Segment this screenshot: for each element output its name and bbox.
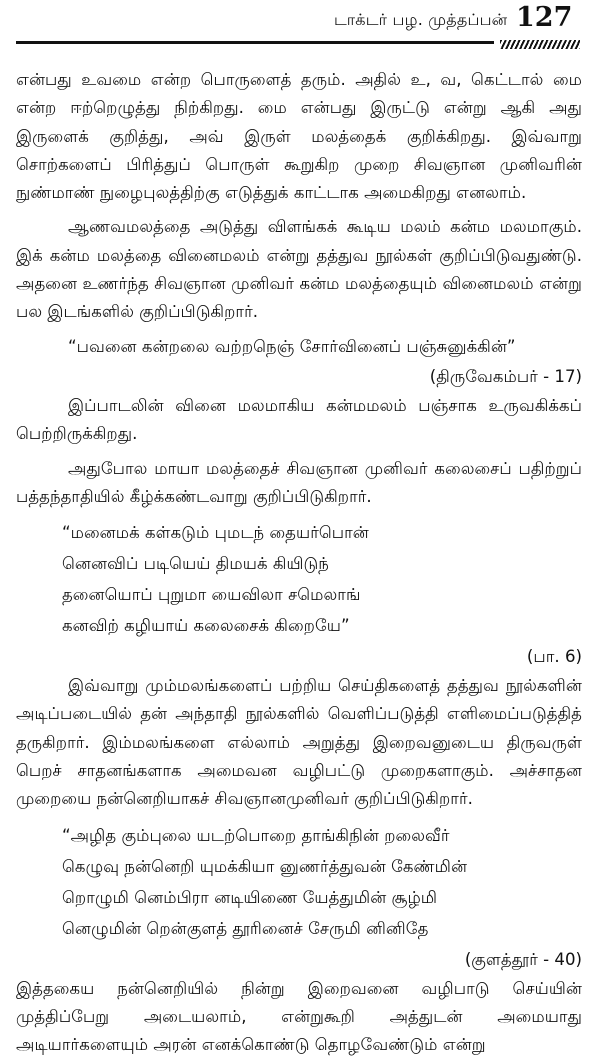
running-title: டாக்டர் பழ. முத்தப்பன் [334, 10, 508, 29]
paragraph-4: அதுபோல மாயா மலத்தைச் சிவஞான முனிவர் கலைசைப் பதிற்றுப் பத்தந்தாதியில் கீழ்க்கண்டவாறு குறிப்பிடுகிறார். [16, 458, 582, 506]
paragraph-2: ஆணவமலத்தை அடுத்து விளங்கக் கூடிய மலம் கன்ம மலமாகும். இக் கன்ம மலத்தை வினைமலம் என்று தத்துவ நூல்கள் குறிப்பிடுவதுண்டு. அதனை உணர்ந்த சிவஞான முனிவர் கன்ம மலத்தையும் வினைமலம் என்று பல இடங்களில் குறிப்பிடுகிறார். [16, 217, 582, 322]
verse-line: றொழுமி னெம்பிரா னடியிணை யேத்துமின் சூழ்மி [62, 887, 438, 907]
quote-line-1: “பவனை கன்றலை வற்றநெஞ் சோர்வினைப் பஞ்சுனுக்கின்” [68, 336, 516, 356]
paragraph-6: இத்தகைய நன்னெறியில் நின்று இறைவனை வழிபாடு செய்யின் முத்திப்பேறு அடையலாம், என்றுகூறி அத்துடன் அமையாது அடியார்களையும் அரன் எனக்கொண்டு தொழவேண்டும் என்று [16, 978, 582, 1055]
verse-block-1 [16, 517, 582, 641]
header-hatch-ornament [500, 40, 580, 49]
page-number: 127 [516, 2, 573, 33]
paragraph-5: இவ்வாறு மும்மலங்களைப் பற்றிய செய்திகளைத் தத்துவ நூல்களின் அடிப்படையில் தன் அந்தாதி நூல்களில் வெளிப்படுத்தி எளிமைப்படுத்தித் தருகிறார். இம்மலங்களை எல்லாம் அறுத்து இறைவனுடைய திருவருள் பெறச் சாதனங்களாக அமைவன வழிபட்டு முறைகளாகும். அச்சாதன முறையை நன்னெறியாகச் சிவஞானமுனிவர் குறிப்பிடுகிறார். [16, 676, 582, 809]
page-header [0, 0, 600, 62]
citation-2: (பா. 6) [526, 647, 582, 667]
paragraph-1: என்பது உவமை என்ற பொருளைத் தரும். அதில் உ, வ, கெட்டால் மை என்ற ஈற்றெழுத்து நிற்கிறது. மை என்பது இருட்டு என்று ஆகி அது இருளைக் குறித்து, அவ் இருள் மலத்தைக் குறிக்கிறது. இவ்வாறு சொற்களைப் பிரித்துப் பொருள் கூறுகிற முறை சிவஞான முனிவரின் நுண்மாண் நுழைபுலத்திற்கு எடுத்துக் காட்டாக அமைகிறது எனலாம். [16, 70, 582, 203]
verse-line: “மனைமக் கள்கடும் புமடந் தையர்பொன் [62, 523, 369, 543]
citation-1: (திருவேகம்பர் - 17) [429, 366, 582, 386]
verse-block-2 [16, 820, 582, 944]
paragraph-3: இப்பாடலின் வினை மலமாகிய கன்மமலம் பஞ்சாக உருவகிக்கப் பெற்றிருக்கிறது. [16, 395, 582, 444]
verse-line: “அழித கும்புலை யடற்பொறை தாங்கிநின் றலைவீர் [62, 825, 450, 845]
verse-line: கனவிற் கழியாய் கலைசைக் கிறையே” [62, 616, 350, 636]
verse-line: தனையொப் புறுமா யைவிலா சமெலாங் [62, 585, 361, 605]
verse-line: னெனவிப் படியெய் திமயக் கியிடுந் [62, 554, 329, 574]
verse-line: னெழுமின் றென்குளத் தூரினைச் சேருமி னினிதே [62, 918, 429, 938]
page-body [16, 66, 582, 1060]
header-rule [16, 41, 494, 44]
citation-3: (குளத்தூர் - 40) [464, 949, 582, 969]
verse-line: கெழுவு நன்னெறி யுமக்கியா னுணர்த்துவன் கேண்மின் [62, 856, 468, 876]
